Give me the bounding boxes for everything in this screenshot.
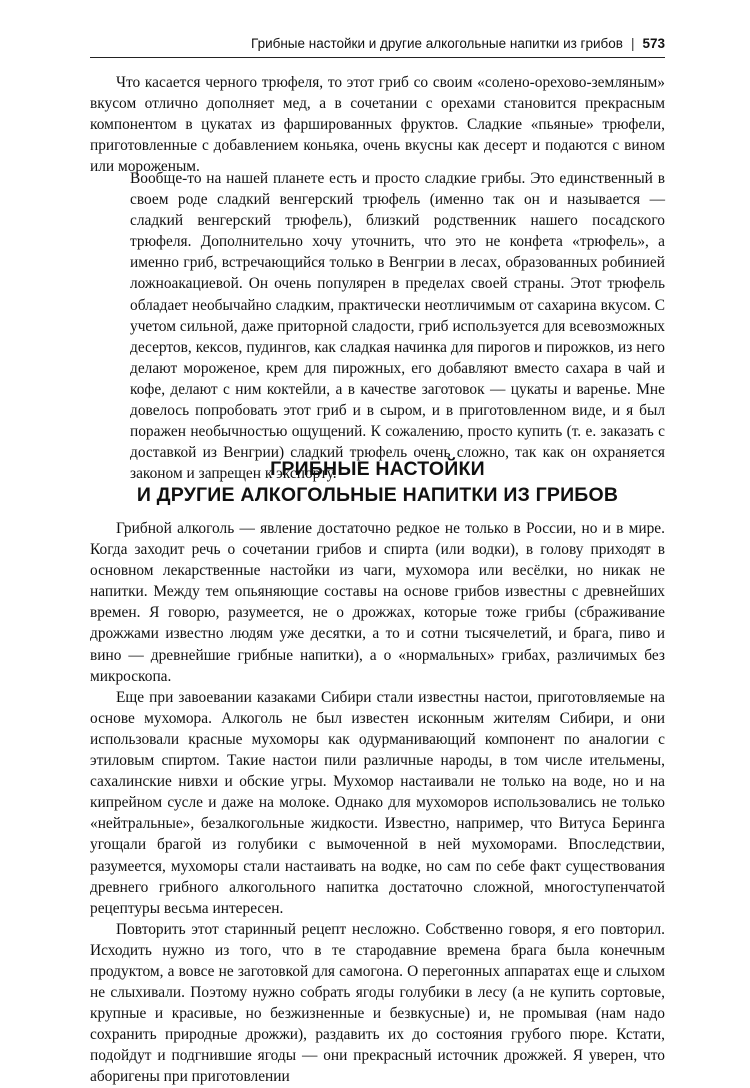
paragraph: Что касается черного трюфеля, то этот гриб со своим «солено-орехово-земляным» вкусом отлично дополняет мед, а в сочетании с орехами становится прекрасным компонентом в цукатах из фаршированных фруктов. Сладкие «пьяные» трюфели, приготовленные с добавлением коньяка, очень вкусны как десерт и подаются с вином или мороженым. <box>90 74 665 176</box>
page-number: 573 <box>642 36 665 51</box>
intro-text <box>90 72 665 177</box>
sidebar-note <box>130 168 665 484</box>
paragraph: Еще при завоевании казаками Сибири стали известны настои, приготовляемые на основе мухомора. Алкоголь не был известен исконным жителям Сибири, и они использовали красные мухоморы как одурманивающий компонент по аналогии с этиловым спиртом. Такие настои пили различные народы, в том числе ительмены, сахалинские нивхи и обские угры. Мухомор настаивали не только на воде, но и на кипрейном сусле и даже на молоке. Однако для мухоморов использовались не только «нейтральные», безалкогольные жидкости. Известно, например, что Витуса Беринга угощали брагой из голубики с вымоченной в ней мухоморами. Впоследствии, разумеется, мухоморы стали настаивать на водке, но сам по себе факт существования древнего грибного алкогольного напитка достаточно сложной, многоступенчатой рецептуры весьма интересен. <box>90 688 665 917</box>
running-title: Грибные настойки и другие алкогольные напитки из грибов <box>251 36 623 51</box>
header-separator: | <box>630 36 635 51</box>
section-heading-line-2: И ДРУГИЕ АЛКОГОЛЬНЫЕ НАПИТКИ ИЗ ГРИБОВ <box>136 484 619 506</box>
section-heading-line-1: ГРИБНЫЕ НАСТОЙКИ <box>270 458 485 480</box>
running-header <box>90 33 665 58</box>
paragraph: Повторить этот старинный рецепт несложно. Собственно говоря, я его повторил. Исходить нужно из того, что в те стародавние времена брага была конечным продуктом, а вовсе не заготовкой для самогона. О перегонных аппаратах еще и слыхом не слыхивали. Поэтому нужно собрать ягоды голубики в лесу (а не купить сортовые, крупные и красивые, но безжизненные и безвкусные) и, не промывая (нам надо сохранить природные дрожжи), раздавить их до состояния грубого пюре. Кстати, подойдут и подгнившие ягоды — они прекрасный источник дрожжей. Я уверен, что аборигены при приготовлении <box>90 920 665 1086</box>
note-paragraph: Вообще-то на нашей планете есть и просто сладкие грибы. Это единственный в своем роде сладкий венгерский трюфель (именно так он и называется — сладкий венгерский трюфель), близкий родственник нашего посадского трюфеля. Дополнительно хочу уточнить, что это не конфета «трюфель», а именно гриб, встречающийся только в Венгрии в лесах, образованных робинией ложноакациевой. Он очень популярен в пределах своей страны. Этот трюфель обладает необычайно сладким, практически неотличимым от сахарина вкусом. С учетом сильной, даже приторной сладости, гриб используется для всевозможных десертов, кексов, пудингов, как сладкая начинка для пирогов и пирожков, из него делают мороженое, крем для пирожных, его добавляют вместо сахара в чай и кофе, делают с ним коктейли, а в качестве заготовок — цукаты и варенье. Мне довелось попробовать этот гриб и в сыром, и в приготовленном виде, и я был поражен необычностью ощущений. К сожалению, просто купить (т. е. заказать с доставкой из Венгрии) сладкий трюфель очень сложно, так как он охраняется законом и запрещен к экспорту. <box>130 170 665 483</box>
paragraph: Грибной алкоголь — явление достаточно редкое не только в России, но и в мире. Когда заходит речь о сочетании грибов и спирта (или водки), в голову приходят в основном лекарственные настойки из чаги, мухомора или весёлки, но никак не напитки. Между тем опьяняющие составы на основе грибов известны с древнейших времен. Я говорю, разумеется, не о дрожжах, которые тоже грибы (сбраживание дрожжами известно людям уже десятки, а то и сотни тысячелетий, и брага, пиво и вино — древнейшие грибные напитки), а о «нормальных» грибах, различимых без микроскопа. <box>90 520 665 685</box>
section-heading <box>90 456 665 508</box>
main-text <box>90 518 665 1088</box>
